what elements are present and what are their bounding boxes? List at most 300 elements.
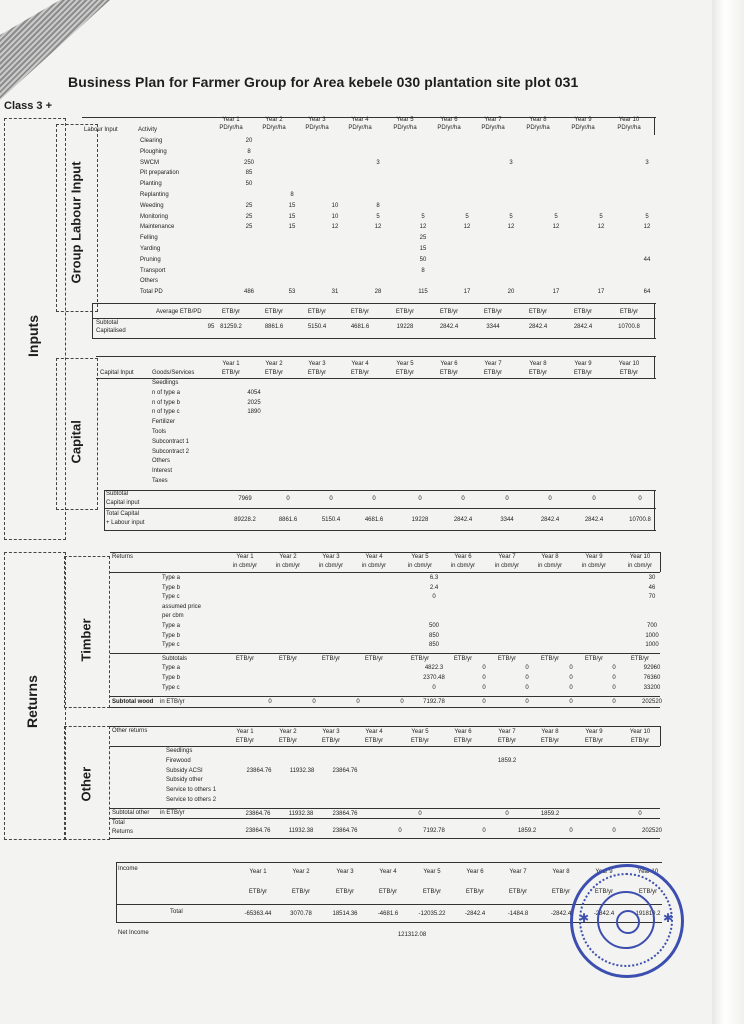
timber-y5: 6.3 <box>429 575 439 581</box>
labour-cell: 3 <box>645 159 649 166</box>
timber-sub-y10: 76360 <box>643 675 661 681</box>
timber-unit-5: in cbm/yr <box>407 563 433 569</box>
goods-label: Subcontract 1 <box>152 438 190 445</box>
timber-y5: 0 <box>432 594 436 601</box>
other-total-4: 0 <box>398 828 402 834</box>
labour-cell: 53 <box>288 289 296 296</box>
labour-subtotal-3: 5150.4 <box>307 324 327 330</box>
activity-label: Clearing <box>140 138 163 144</box>
returns-label: Returns <box>24 675 40 728</box>
capital-total-4: 4681.6 <box>364 517 384 523</box>
timber-sub-y8: 0 <box>569 685 573 691</box>
timber-year-2: Year 2 <box>279 554 297 560</box>
capital-total-3: 5150.4 <box>321 517 341 523</box>
other-unit-2: ETB/yr <box>278 738 298 744</box>
other-subtotal-label: Subtotal other <box>112 810 150 816</box>
income-total-7: -1484.8 <box>507 911 529 917</box>
labour-unit-8: PD/yr/ha <box>526 125 550 131</box>
other-row-label: Seedlings <box>166 748 193 754</box>
other-year-7: Year 7 <box>498 729 516 735</box>
income-unit-7: ETB/yr <box>508 889 528 895</box>
timber-unit-3: in cbm/yr <box>318 563 344 569</box>
income-year-1: Year 1 <box>249 869 267 875</box>
income-unit-6: ETB/yr <box>465 889 485 895</box>
labour-year-5: Year 5 <box>396 117 414 123</box>
other-returns-head: Other returns <box>112 728 148 734</box>
capital-unit-5: ETB/yr <box>395 370 415 376</box>
income-year-9: Year 9 <box>595 869 613 875</box>
other-unit-3: ETB/yr <box>321 738 341 744</box>
capital-year-8: Year 8 <box>529 361 547 367</box>
timber-row-label: Type b <box>162 584 181 591</box>
labour-cell: 10 <box>331 213 339 220</box>
timber-y5: 2.4 <box>429 584 439 591</box>
labour-year-2: Year 2 <box>265 117 283 123</box>
other-subtotal-sub: in ETB/yr <box>160 810 185 816</box>
income-total-6: -2842.4 <box>464 911 486 917</box>
goods-label: Interest <box>152 468 173 475</box>
income-total-1: -65363.44 <box>244 911 272 917</box>
timber-unit-6: in cbm/yr <box>450 563 476 569</box>
activity-label: Total PD <box>140 289 163 296</box>
timber-etb-5: ETB/yr <box>410 656 430 662</box>
timber-sub-y5: 4822.3 <box>424 665 444 671</box>
labour-unit-7: PD/yr/ha <box>481 125 505 131</box>
capital-label: Capital <box>68 420 84 464</box>
labour-cell: 12 <box>374 224 382 231</box>
timber-year-3: Year 3 <box>322 554 340 560</box>
labour-cell: 25 <box>245 202 253 209</box>
capital-total-6: 2842.4 <box>453 517 473 523</box>
labour-subtotal-7: 3344 <box>486 324 500 330</box>
timber-sub-y6: 0 <box>482 685 486 691</box>
labour-cell: 8 <box>376 202 380 209</box>
labour-cell: 15 <box>288 224 296 231</box>
capital-cell: 2025 <box>247 399 261 406</box>
timber-label: Timber <box>78 618 94 662</box>
inputs-label: Inputs <box>25 315 41 357</box>
labour-etb-10: ETB/yr <box>619 309 639 315</box>
income-year-6: Year 6 <box>466 869 484 875</box>
income-year-7: Year 7 <box>509 869 527 875</box>
labour-cell: 8 <box>421 267 425 274</box>
other-year-10: Year 10 <box>629 729 651 735</box>
labour-cell: 85 <box>245 170 253 177</box>
capital-total-8: 2842.4 <box>540 517 560 523</box>
labour-input-head: Labour Input <box>84 127 118 133</box>
other-label: Other <box>78 766 94 802</box>
other-subtotal-10: 0 <box>638 811 642 817</box>
labour-cell: 15 <box>288 202 296 209</box>
timber-row-label: per cbm <box>162 613 184 620</box>
capital-total-9: 2842.4 <box>584 517 604 523</box>
labour-subtotal-9: 2842.4 <box>573 324 593 330</box>
income-year-8: Year 8 <box>552 869 570 875</box>
timber-year-10: Year 10 <box>629 554 651 560</box>
timber-sub-y7: 0 <box>525 675 529 681</box>
labour-cell: 17 <box>597 289 605 296</box>
capital-year-5: Year 5 <box>396 361 414 367</box>
timber-year-6: Year 6 <box>454 554 472 560</box>
other-year-8: Year 8 <box>541 729 559 735</box>
labour-cell: 64 <box>643 289 651 296</box>
other-year-6: Year 6 <box>454 729 472 735</box>
returns-head: Returns <box>112 554 134 560</box>
other-total-8: 0 <box>569 828 573 834</box>
other-subtotal-3: 23864.76 <box>332 811 358 817</box>
income-year-5: Year 5 <box>423 869 441 875</box>
capital-total-sub: + Labour input <box>106 520 145 526</box>
labour-cell: 5 <box>421 213 425 220</box>
timber-unit-2: in cbm/yr <box>275 563 301 569</box>
activity-label: Replanting <box>140 192 169 198</box>
labour-cell: 50 <box>419 256 427 263</box>
capital-unit-7: ETB/yr <box>483 370 503 376</box>
timber-row-label: Type a <box>162 623 181 629</box>
activity-label: Ploughing <box>140 148 167 155</box>
subtotal-wood-3: 0 <box>356 699 360 705</box>
labour-unit-9: PD/yr/ha <box>571 125 595 131</box>
timber-sub-y5: 0 <box>432 685 436 691</box>
labour-cell: 44 <box>643 256 651 263</box>
labour-cell: 15 <box>288 213 296 220</box>
labour-cell: 115 <box>418 289 428 296</box>
timber-sub-y9: 0 <box>612 675 616 681</box>
timber-y10: 70 <box>648 594 656 601</box>
labour-cell: 5 <box>554 213 558 220</box>
other-unit-8: ETB/yr <box>540 738 560 744</box>
labour-cell: 250 <box>243 159 254 166</box>
capital-unit-9: ETB/yr <box>573 370 593 376</box>
labour-cell: 12 <box>552 224 560 231</box>
other-total-label: Total <box>112 820 125 826</box>
capital-total-2: 8861.6 <box>278 517 298 523</box>
timber-y5: 850 <box>428 632 439 639</box>
labour-capitalised-label: Capitalised <box>96 328 126 334</box>
timber-etb-9: ETB/yr <box>584 656 604 662</box>
goods-label: n of type a <box>152 389 181 396</box>
goods-label: Seedlings <box>152 380 179 386</box>
timber-year-8: Year 8 <box>541 554 559 560</box>
labour-unit-10: PD/yr/ha <box>617 125 641 131</box>
income-year-10: Year 10 <box>637 869 659 875</box>
timber-sub-y7: 0 <box>525 685 529 691</box>
timber-year-1: Year 1 <box>236 554 254 560</box>
other-row-label: Subsidy other <box>166 777 203 784</box>
goods-label: Tools <box>152 429 167 435</box>
capital-year-2: Year 2 <box>265 361 283 367</box>
official-stamp: ✱ ✱ <box>570 864 684 978</box>
labour-etb-7: ETB/yr <box>483 309 503 315</box>
capital-subtotal-5: 0 <box>418 496 422 502</box>
subtotal-wood-sub: in ETB/yr <box>160 699 185 705</box>
capital-subtotal-sub: Capital input <box>106 500 140 506</box>
labour-unit-6: PD/yr/ha <box>437 125 461 131</box>
activity-label: Felling <box>140 235 158 242</box>
capital-unit-6: ETB/yr <box>439 370 459 376</box>
other-year-3: Year 3 <box>322 729 340 735</box>
activity-label: Pruning <box>140 256 161 263</box>
labour-year-7: Year 7 <box>484 117 502 123</box>
subtotal-wood-7: 0 <box>525 699 529 705</box>
labour-year-10: Year 10 <box>618 117 640 123</box>
other-row-label: Firewood <box>166 757 191 764</box>
activity-label: Weeding <box>140 202 164 209</box>
income-unit-8: ETB/yr <box>551 889 571 895</box>
other-year-1: Year 1 <box>236 729 254 735</box>
income-unit-2: ETB/yr <box>291 889 311 895</box>
other-total-9: 0 <box>612 828 616 834</box>
labour-cell: 12 <box>419 224 427 231</box>
capital-subtotal-1: 7969 <box>238 496 252 502</box>
labour-year-4: Year 4 <box>351 117 369 123</box>
capital-subtotal-2: 0 <box>286 496 290 502</box>
timber-etb-2: ETB/yr <box>278 656 298 662</box>
goods-label: Others <box>152 458 171 465</box>
income-total-4: -4681.6 <box>377 911 399 917</box>
labour-cell: 5 <box>465 213 469 220</box>
labour-etb-5: ETB/yr <box>395 309 415 315</box>
labour-cell: 15 <box>419 246 427 252</box>
labour-unit-3: PD/yr/ha <box>305 125 329 131</box>
timber-y10: 1000 <box>645 642 659 649</box>
labour-year-3: Year 3 <box>308 117 326 123</box>
timber-sub-y8: 0 <box>569 675 573 681</box>
capital-total-7: 3344 <box>500 517 514 523</box>
other-total-1: 23864.76 <box>245 828 271 834</box>
timber-unit-7: in cbm/yr <box>494 563 520 569</box>
other-subtotal-8: 1859.2 <box>540 811 560 817</box>
income-unit-3: ETB/yr <box>335 889 355 895</box>
avg-etb-label: Average ETB/PD <box>156 309 202 315</box>
other-year-9: Year 9 <box>585 729 603 735</box>
timber-etb-1: ETB/yr <box>235 656 255 662</box>
labour-cell: 5 <box>376 213 380 220</box>
income-total-9: -2842.4 <box>593 911 615 917</box>
labour-unit-1: PD/yr/ha <box>219 125 243 131</box>
capital-total-10: 10700.8 <box>629 517 651 523</box>
capital-cell: 4054 <box>247 389 261 396</box>
timber-etb-4: ETB/yr <box>364 656 384 662</box>
other-unit-9: ETB/yr <box>584 738 604 744</box>
other-cell: 23864.76 <box>332 767 358 774</box>
labour-cell: 3 <box>509 159 513 166</box>
timber-etb-8: ETB/yr <box>540 656 560 662</box>
capital-unit-8: ETB/yr <box>528 370 548 376</box>
timber-row-label: Type c <box>162 594 180 601</box>
activity-label: Yarding <box>140 246 161 252</box>
labour-cell: 12 <box>507 224 515 231</box>
capital-year-10: Year 10 <box>618 361 640 367</box>
labour-subtotal-5: 19228 <box>396 324 414 330</box>
income-total-label: Total <box>170 909 183 915</box>
labour-etb-1: ETB/yr <box>221 309 241 315</box>
labour-cell: 10 <box>331 202 339 209</box>
labour-cell: 486 <box>243 289 254 296</box>
other-cell: 1859.2 <box>497 757 517 764</box>
labour-cell: 8 <box>290 192 294 198</box>
labour-cell: 8 <box>247 148 251 155</box>
income-head: Income <box>118 866 138 872</box>
activity-label: SWCM <box>140 159 159 166</box>
labour-etb-4: ETB/yr <box>350 309 370 315</box>
income-year-4: Year 4 <box>379 869 397 875</box>
labour-cell: 5 <box>645 213 649 220</box>
goods-label: Subcontract 2 <box>152 448 190 455</box>
other-row-label: Service to others 2 <box>166 797 217 803</box>
income-total-8: -2842.4 <box>550 911 572 917</box>
capital-total-1: 89228.2 <box>234 517 256 523</box>
other-subtotal-7: 0 <box>505 811 509 817</box>
capital-year-9: Year 9 <box>574 361 592 367</box>
labour-cell: 31 <box>331 289 339 296</box>
labour-unit-5: PD/yr/ha <box>393 125 417 131</box>
income-total-10: 191819.2 <box>635 911 661 917</box>
page-edge <box>712 0 744 1024</box>
subtotal-wood-2: 0 <box>312 699 316 705</box>
subtotal-wood-5: 7192.78 <box>423 699 445 705</box>
timber-y10: 30 <box>648 575 656 581</box>
goods-head: Goods/Services <box>152 370 195 376</box>
other-unit-5: ETB/yr <box>410 738 430 744</box>
capital-unit-2: ETB/yr <box>264 370 284 376</box>
timber-unit-9: in cbm/yr <box>581 563 607 569</box>
income-unit-4: ETB/yr <box>378 889 398 895</box>
labour-cell: 50 <box>245 181 253 188</box>
activity-label: Transport <box>140 267 166 274</box>
timber-row-label: Type b <box>162 632 181 639</box>
income-unit-1: ETB/yr <box>248 889 268 895</box>
activity-label: Pit preparation <box>140 170 180 177</box>
other-unit-1: ETB/yr <box>235 738 255 744</box>
timber-etb-10: ETB/yr <box>630 656 650 662</box>
other-cell: 23864.76 <box>246 767 272 774</box>
capital-unit-3: ETB/yr <box>307 370 327 376</box>
income-year-3: Year 3 <box>336 869 354 875</box>
capital-subtotal-9: 0 <box>592 496 596 502</box>
other-subtotal-2: 11932.38 <box>288 811 314 817</box>
labour-subtotal-4: 4681.6 <box>350 324 370 330</box>
avg-value: 95 <box>207 324 215 330</box>
capital-year-4: Year 4 <box>351 361 369 367</box>
activity-label: Maintenance <box>140 224 175 231</box>
income-unit-9: ETB/yr <box>594 889 614 895</box>
labour-etb-9: ETB/yr <box>573 309 593 315</box>
net-income-value: 121312.08 <box>397 932 427 938</box>
labour-cell: 3 <box>376 159 380 166</box>
labour-year-1: Year 1 <box>222 117 240 123</box>
labour-etb-8: ETB/yr <box>528 309 548 315</box>
activity-label: Monitoring <box>140 213 169 220</box>
other-total-3: 23864.76 <box>332 828 358 834</box>
timber-row-label: Type a <box>162 575 181 581</box>
labour-unit-2: PD/yr/ha <box>262 125 286 131</box>
labour-etb-2: ETB/yr <box>264 309 284 315</box>
timber-sub-y9: 0 <box>612 685 616 691</box>
timber-sub-y8: 0 <box>569 665 573 671</box>
document-title: Business Plan for Farmer Group for Area kebele 030 plantation site plot 031 <box>68 74 579 90</box>
labour-cell: 12 <box>463 224 471 231</box>
timber-sub-y10: 33200 <box>643 685 661 691</box>
capital-subtotal-8: 0 <box>548 496 552 502</box>
other-unit-6: ETB/yr <box>453 738 473 744</box>
capital-unit-10: ETB/yr <box>619 370 639 376</box>
labour-year-8: Year 8 <box>529 117 547 123</box>
other-unit-7: ETB/yr <box>497 738 517 744</box>
other-unit-10: ETB/yr <box>630 738 650 744</box>
timber-y5: 500 <box>428 623 439 629</box>
timber-etb-7: ETB/yr <box>497 656 517 662</box>
timber-y10: 46 <box>648 584 656 591</box>
capital-cell: 1890 <box>247 409 261 416</box>
labour-subtotal-6: 2842.4 <box>439 324 459 330</box>
labour-cell: 5 <box>599 213 603 220</box>
other-year-4: Year 4 <box>365 729 383 735</box>
capital-unit-1: ETB/yr <box>221 370 241 376</box>
other-row-label: Service to others 1 <box>166 787 217 794</box>
other-total-2: 11932.38 <box>288 828 314 834</box>
timber-sub-label: Type a <box>162 665 181 671</box>
goods-label: Fertilizer <box>152 419 176 426</box>
timber-etb-3: ETB/yr <box>321 656 341 662</box>
timber-sub-y7: 0 <box>525 665 529 671</box>
timber-year-5: Year 5 <box>411 554 429 560</box>
activity-head: Activity <box>138 127 158 133</box>
other-total-7: 1859.2 <box>517 828 537 834</box>
capital-year-1: Year 1 <box>222 361 240 367</box>
capital-year-7: Year 7 <box>484 361 502 367</box>
other-row-label: Subsidy ACSI <box>166 767 203 774</box>
timber-unit-4: in cbm/yr <box>361 563 387 569</box>
timber-unit-10: in cbm/yr <box>627 563 653 569</box>
labour-cell: 17 <box>552 289 560 296</box>
labour-cell: 20 <box>245 138 253 144</box>
net-income-label: Net Income <box>118 930 149 936</box>
capital-year-6: Year 6 <box>440 361 458 367</box>
timber-sub-y6: 0 <box>482 675 486 681</box>
capital-subtotal-7: 0 <box>505 496 509 502</box>
labour-cell: 12 <box>597 224 605 231</box>
timber-unit-8: in cbm/yr <box>537 563 563 569</box>
labour-subtotal-1: 81259.2 <box>220 324 242 330</box>
other-total-sub: Returns <box>112 829 134 835</box>
other-total-5: 7192.78 <box>423 828 445 834</box>
subtotal-wood-10: 202520 <box>641 699 663 705</box>
other-year-2: Year 2 <box>279 729 297 735</box>
labour-cell: 28 <box>374 289 382 296</box>
subtotal-wood-4: 0 <box>400 699 404 705</box>
capital-total-5: 19228 <box>411 517 429 523</box>
income-total-2: 3070.78 <box>290 911 312 917</box>
timber-year-4: Year 4 <box>365 554 383 560</box>
capital-unit-4: ETB/yr <box>350 370 370 376</box>
labour-year-9: Year 9 <box>574 117 592 123</box>
timber-sub-y9: 0 <box>612 665 616 671</box>
timber-sub-y10: 92960 <box>643 665 661 671</box>
labour-cell: 5 <box>509 213 513 220</box>
capital-total-label: Total Capital <box>106 511 140 517</box>
subtotal-wood-8: 0 <box>569 699 573 705</box>
subtotal-wood-label: Subtotal wood <box>112 699 154 705</box>
labour-cell: 25 <box>419 235 427 242</box>
labour-year-6: Year 6 <box>440 117 458 123</box>
labour-label: Group Labour Input <box>68 161 84 284</box>
activity-label: Planting <box>140 181 162 188</box>
timber-etb-6: ETB/yr <box>453 656 473 662</box>
subtotal-wood-6: 0 <box>482 699 486 705</box>
timber-year-9: Year 9 <box>585 554 603 560</box>
timber-y5: 850 <box>428 642 439 649</box>
